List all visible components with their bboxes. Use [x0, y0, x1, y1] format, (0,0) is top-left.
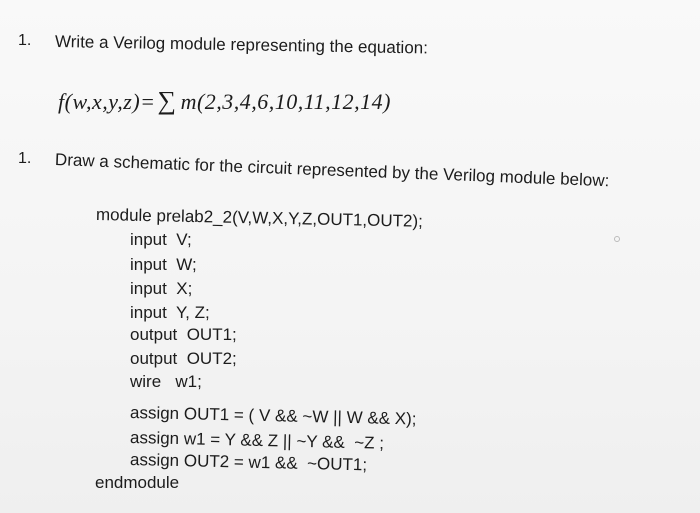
question-1-text: Write a Verilog module representing the equation: [54, 32, 429, 58]
code-output-out2: output OUT2; [130, 349, 237, 368]
code-assign-out2: assign OUT2 = w1 && ~OUT1; [129, 450, 368, 475]
boolean-equation [58, 86, 391, 116]
code-assign-w1: assign w1 = Y && Z || ~Y && ~Z ; [129, 428, 385, 453]
equation-lhs: f(w,x,y,z)= [58, 89, 156, 114]
paper-speck [614, 236, 620, 242]
code-endmodule: endmodule [95, 473, 180, 492]
code-module-declaration: module prelab2_2(V,W,X,Y,Z,OUT1,OUT2); [95, 205, 424, 231]
code-output-out1: output OUT1; [130, 325, 237, 344]
question-2-text: Draw a schematic for the circuit represented by the Verilog module below: [54, 150, 610, 191]
code-input-v: input V; [130, 230, 192, 249]
question-2-number: 1. [18, 150, 32, 167]
code-input-yz: input Y, Z; [130, 303, 210, 322]
code-input-w: input W; [130, 255, 197, 274]
sigma-symbol: ∑ [157, 86, 177, 115]
equation-minterms: m(2,3,4,6,10,11,12,14) [180, 89, 391, 114]
code-input-x: input X; [130, 279, 193, 298]
question-1-number: 1. [18, 32, 32, 49]
code-assign-out1: assign OUT1 = ( V && ~W || W && X); [129, 403, 417, 429]
code-wire-w1: wire w1; [130, 372, 202, 391]
